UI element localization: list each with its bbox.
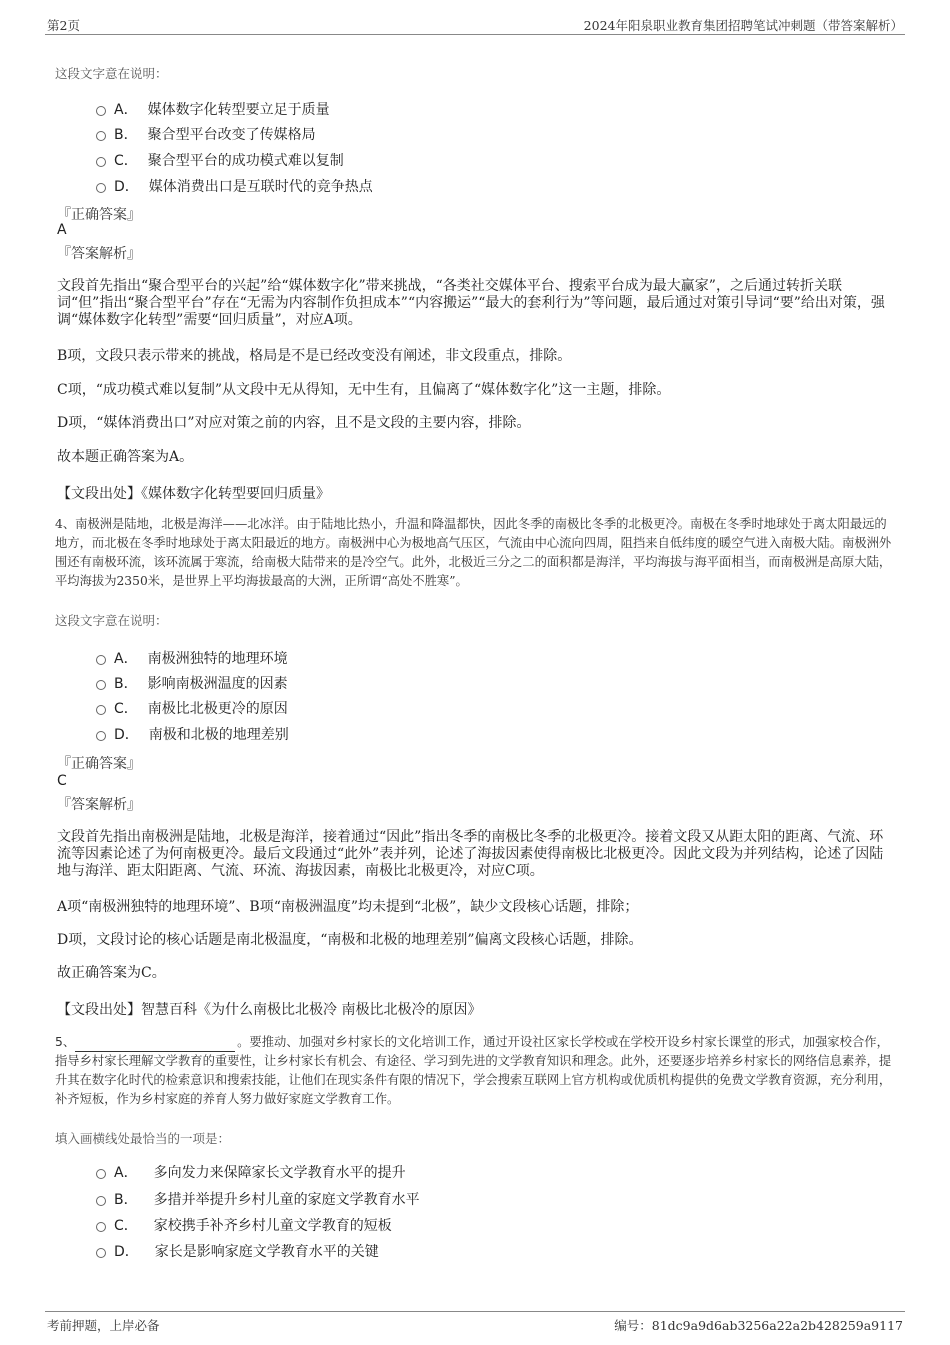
- q3-analysis-c: C项，“成功模式难以复制”从文段中无从得知，无中生有，且偏离了“媒体数字化”这一主题，排除。: [57, 382, 671, 398]
- radio-icon[interactable]: [96, 655, 106, 665]
- q3-source: 【文段出处】《媒体数字化转型要回归质量》: [57, 486, 330, 502]
- q3-analysis-b: B项，文段只表示带来的挑战，格局是不是已经改变没有阐述，非文段重点，排除。: [57, 348, 572, 364]
- q3-conclusion: 故本题正确答案为A。: [57, 449, 194, 465]
- radio-icon[interactable]: [96, 1222, 106, 1232]
- q4-prompt: 这段文字意在说明：: [55, 613, 168, 628]
- q3-analysis-label: 『答案解析』: [57, 246, 141, 262]
- q5-text: 。要推动、加强对乡村家长的文化培训工作，通过开设社区家长学校或在学校开设乡村家长课堂的形式，加强家校合作，指导乡村家长理解文学教育的重要性，让乡村家长有机会、有途径、学习到先进的文学教育知识和理念。此外，还要逐步培养乡村家长的网络信息素养，提升其在数字化时代的检索意识和搜索技能，让他们在现实条件有限的情况下，学会搜索互联网上官方机构或优质机构提供的免费文学教育资源，充分利用，补齐短板，作为乡村家庭的养育人努力做好家庭文学教育工作。: [55, 1035, 892, 1106]
- q4-conclusion: 故正确答案为C。: [57, 965, 166, 981]
- page-header: [45, 14, 905, 35]
- q4-answer-label: 『正确答案』: [57, 756, 141, 772]
- radio-icon[interactable]: [96, 1169, 106, 1179]
- fill-blank[interactable]: [75, 1039, 235, 1052]
- document-title: 2024年阳泉职业教育集团招聘笔试冲刺题（带答案解析）: [583, 18, 903, 33]
- q3-option-b[interactable]: B． 聚合型平台改变了传媒格局: [96, 124, 316, 144]
- page-footer: [45, 1311, 905, 1336]
- footer-slogan: 考前押题，上岸必备: [47, 1318, 160, 1333]
- radio-icon[interactable]: [96, 1196, 106, 1206]
- q4-option-d[interactable]: D． 南极和北极的地理差别: [96, 724, 289, 744]
- q4-analysis-main: 文段首先指出南极洲是陆地，北极是海洋，接着通过“因此”指出冬季的南极比冬季的北极更冷。接着文段又从距太阳的距离、气流、环流等因素论述了为何南极更冷。最后文段通过“此外”表并列，论述了海拔因素使得南极比北极更冷。因此文段为并列结构，论述了因陆地与海洋、距太阳距离、气流、环流、海拔因素，南极比北极更冷，对应C项。: [57, 829, 884, 879]
- q5-prompt: 填入画横线处最恰当的一项是：: [55, 1131, 231, 1146]
- q3-analysis-d: D项，“媒体消费出口”对应对策之前的内容，且不是文段的主要内容，排除。: [57, 415, 531, 431]
- q3-prompt: 这段文字意在说明：: [55, 66, 168, 81]
- q4-stem: 4、南极洲是陆地，北极是海洋——北冰洋。由于陆地比热小，升温和降温都快，因此冬季的南极比冬季的北极更冷。南极在冬季时地球处于离太阳最远的地方，而北极在冬季时地球处于离太阳最近的地方。南极洲中心为极地高气压区，气流由中心流向四周，阻挡来自低纬度的暖空气进入南极大陆。南极洲外围还有南极环流，该环流属于寒流，给南极大陆带来的是冷空气。此外，北极近三分之二的面积都是海洋，平均海拔与海平面相当，而南极洲是高原大陆，平均海拔为2350米，是世界上平均海拔最高的大洲，正所谓“高处不胜寒”。: [55, 517, 892, 588]
- radio-icon[interactable]: [96, 680, 106, 690]
- q5-option-b[interactable]: B． 多措并举提升乡村儿童的家庭文学教育水平: [96, 1189, 420, 1209]
- q3-answer: A: [57, 222, 67, 238]
- q5-stem: [55, 1033, 895, 1109]
- q3-option-a[interactable]: A． 媒体数字化转型要立足于质量: [96, 99, 330, 119]
- radio-icon[interactable]: [96, 183, 106, 193]
- q4-source: 【文段出处】智慧百科《为什么南极比北极冷 南极比北极冷的原因》: [57, 1002, 482, 1018]
- radio-icon[interactable]: [96, 106, 106, 116]
- radio-icon[interactable]: [96, 157, 106, 167]
- radio-icon[interactable]: [96, 705, 106, 715]
- radio-icon[interactable]: [96, 1248, 106, 1258]
- q4-analysis-d: D项，文段讨论的核心话题是南北极温度，“南极和北极的地理差别”偏离文段核心话题，排除。: [57, 932, 643, 948]
- page-number: 第2页: [47, 18, 80, 33]
- q4-option-c[interactable]: C． 南极比北极更冷的原因: [96, 698, 288, 718]
- radio-icon[interactable]: [96, 131, 106, 141]
- q5-option-c[interactable]: C． 家校携手补齐乡村儿童文学教育的短板: [96, 1215, 392, 1235]
- document-code: 编号：81dc9a9d6ab3256a22a2b428259a9117: [614, 1318, 903, 1333]
- q4-answer: C: [57, 773, 67, 789]
- q5-option-a[interactable]: A． 多向发力来保障家长文学教育水平的提升: [96, 1162, 406, 1182]
- q4-option-a[interactable]: A． 南极洲独特的地理环境: [96, 648, 288, 668]
- q4-analysis-label: 『答案解析』: [57, 797, 141, 813]
- radio-icon[interactable]: [96, 731, 106, 741]
- q4-option-b[interactable]: B． 影响南极洲温度的因素: [96, 673, 288, 693]
- q4-analysis-ab: A项“南极洲独特的地理环境”、B项“南极洲温度”均未提到“北极”，缺少文段核心话题，排除；: [57, 899, 639, 915]
- q3-analysis-main: 文段首先指出“聚合型平台的兴起”给“媒体数字化”带来挑战，“各类社交媒体平台、搜索平台成为最大赢家”，之后通过转折关联词“但”指出“聚合型平台”存在“无需为内容制作负担成本”“内容搬运”“最大的套利行为”等问题，最后通过对策引导词“要”给出对策，强调“媒体数字化转型”需要“回归质量”，对应A项。: [57, 278, 885, 328]
- q3-answer-label: 『正确答案』: [57, 207, 141, 223]
- q3-option-d[interactable]: D． 媒体消费出口是互联时代的竞争热点: [96, 176, 373, 196]
- q3-option-c[interactable]: C． 聚合型平台的成功模式难以复制: [96, 150, 344, 170]
- q5-option-d[interactable]: D． 家长是影响家庭文学教育水平的关键: [96, 1241, 379, 1261]
- q5-number: 5、: [55, 1035, 76, 1049]
